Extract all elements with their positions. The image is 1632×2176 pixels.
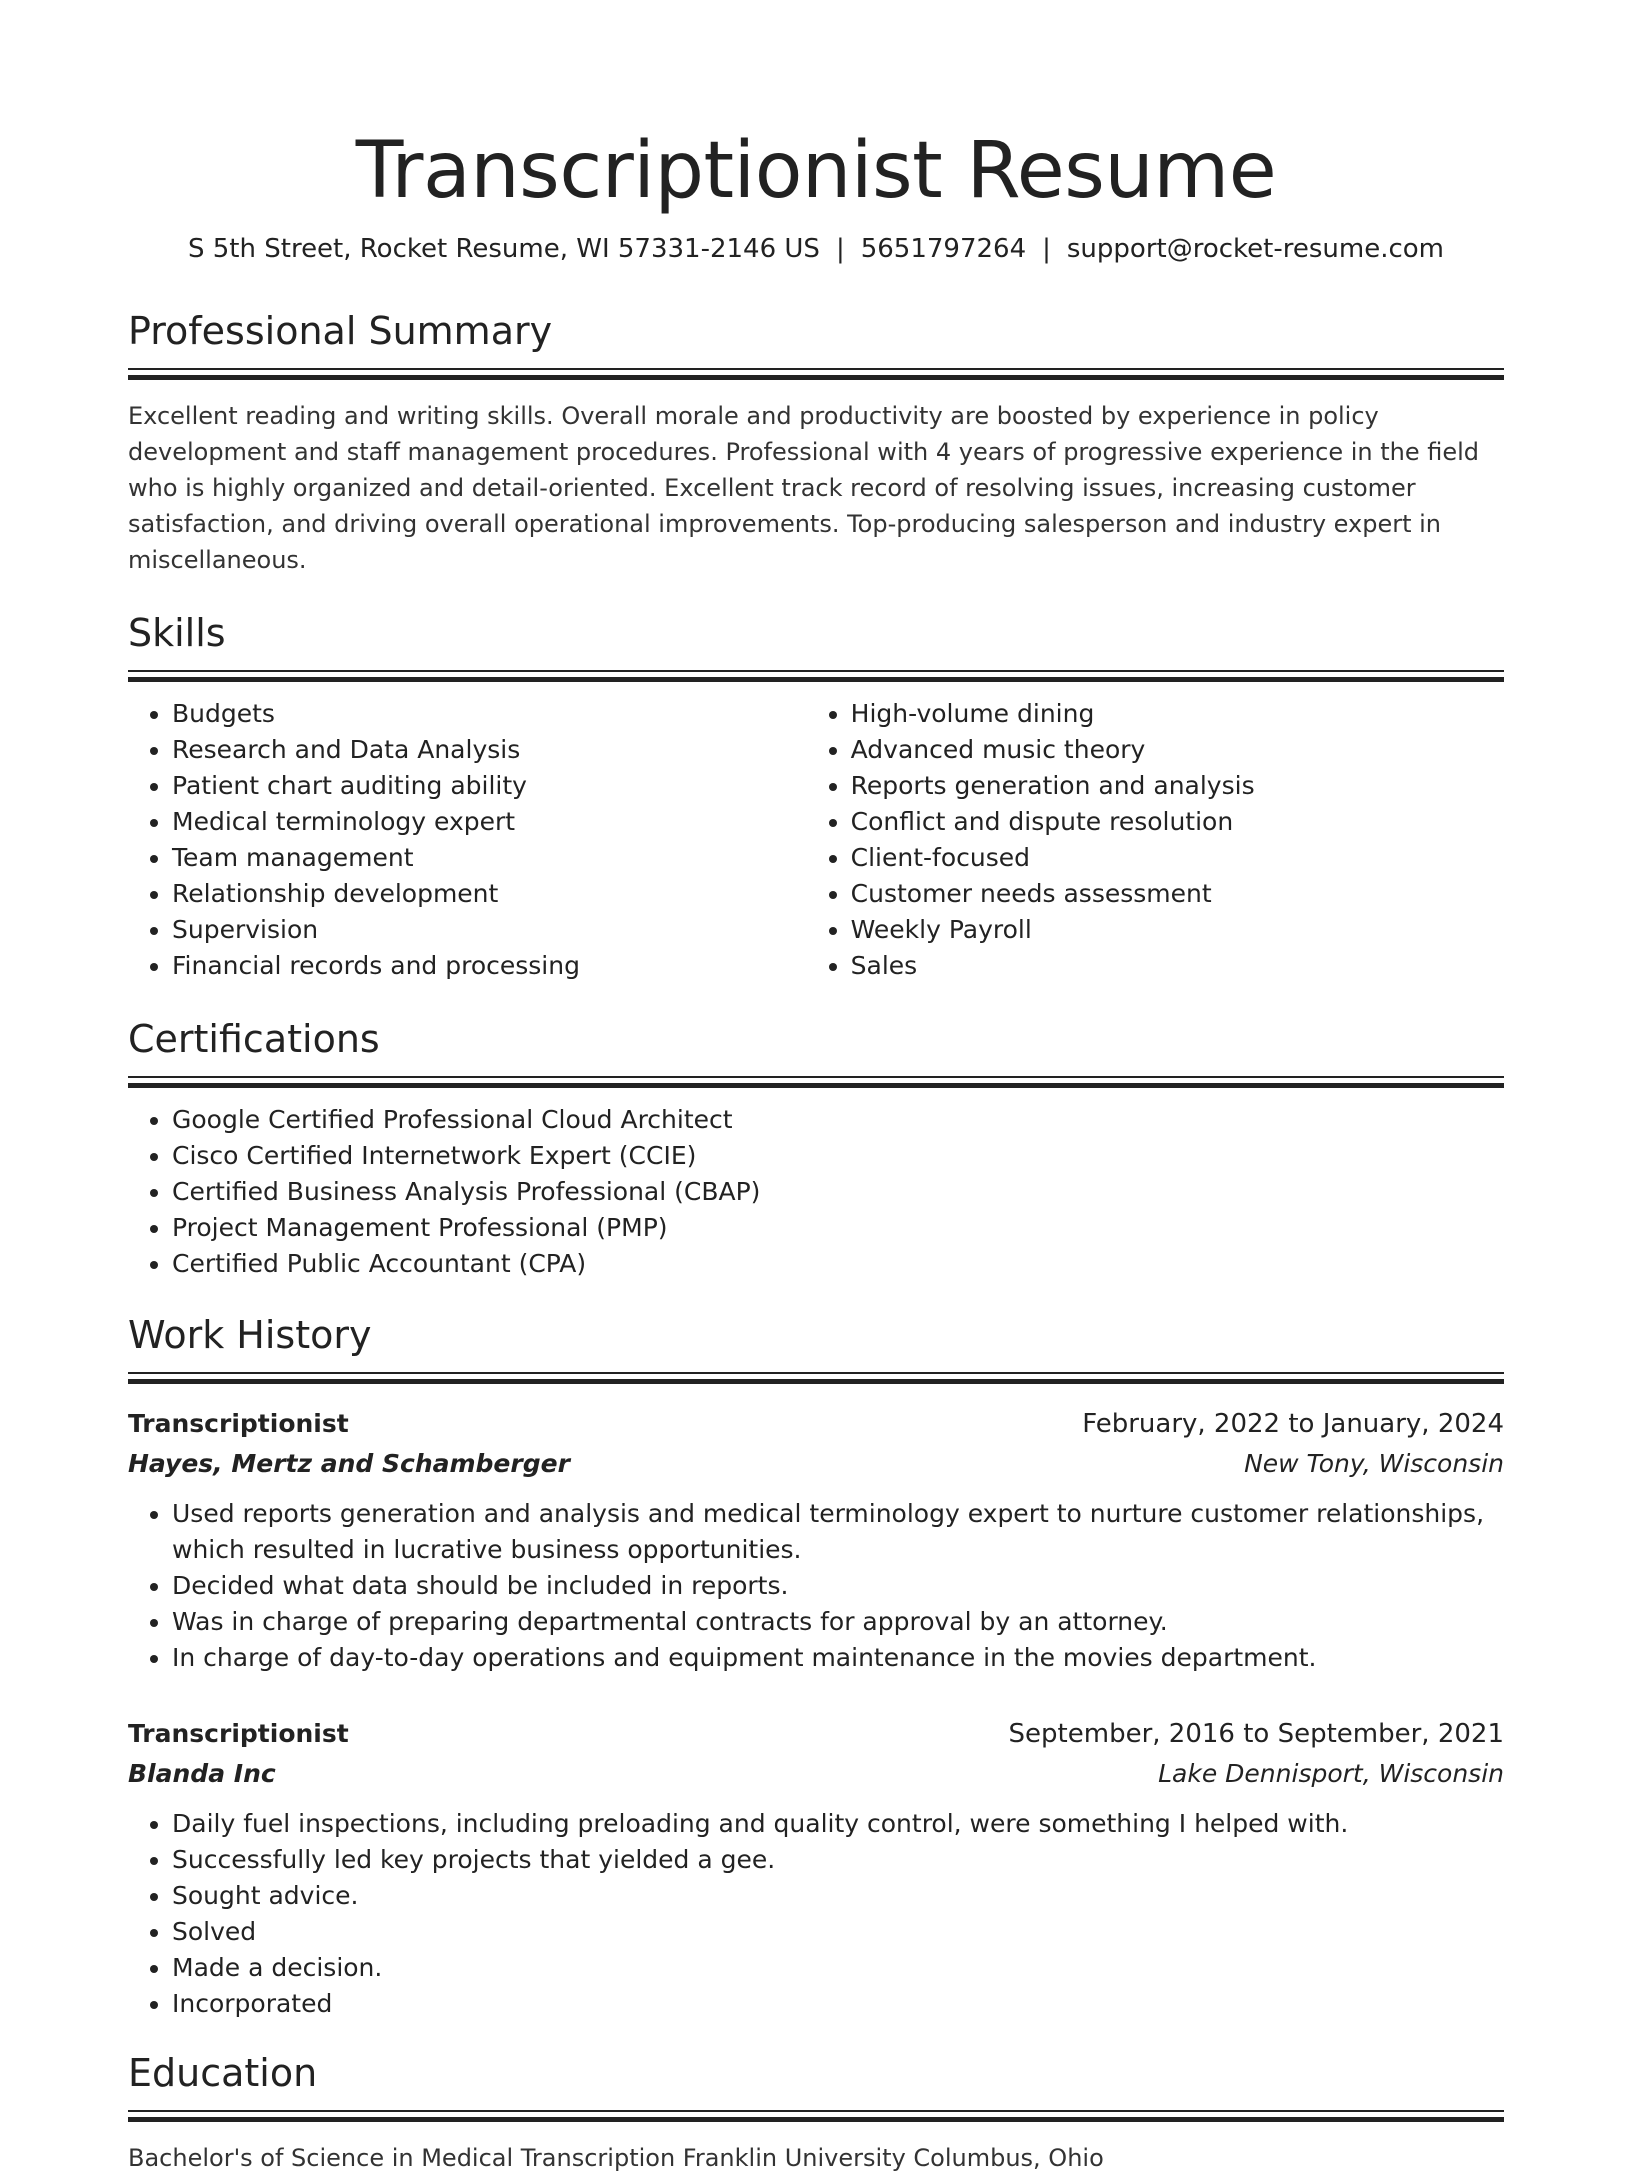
- skill-item: • Weekly Payroll: [851, 912, 1504, 948]
- skills-section: [128, 608, 1504, 984]
- job-duty-item: • Made a decision.: [172, 1950, 1504, 1986]
- skill-item: • Sales: [851, 948, 1504, 984]
- job-duty-item: • Used reports generation and analysis and medical terminology expert to nurture customer relationships, which resulted in lucrative business opportunities.: [172, 1496, 1504, 1568]
- job-duty-item: • Solved: [172, 1914, 1504, 1950]
- contact-phone: 5651797264: [860, 234, 1027, 264]
- job-dates: September, 2016 to September, 2021: [1008, 1719, 1504, 1749]
- job-duty-item: • Was in charge of preparing departmental contracts for approval by an attorney.: [172, 1604, 1504, 1640]
- job-duties-list: [128, 1496, 1504, 1676]
- work-history-heading: Work History: [128, 1313, 372, 1357]
- certifications-list: [128, 1102, 1504, 1282]
- certification-item: • Project Management Professional (PMP): [172, 1210, 1504, 1246]
- skill-item: • Medical terminology expert: [172, 804, 807, 840]
- skill-item: • Customer needs assessment: [851, 876, 1504, 912]
- skill-item: • Reports generation and analysis: [851, 768, 1504, 804]
- contact-separator: |: [1042, 234, 1051, 264]
- education-heading: Education: [128, 2051, 318, 2095]
- job-duty-item: • In charge of day-to-day operations and equipment maintenance in the movies department.: [172, 1640, 1504, 1676]
- certification-item: • Certified Public Accountant (CPA): [172, 1246, 1504, 1282]
- section-divider: [128, 1076, 1504, 1088]
- job-title: Transcriptionist: [128, 1409, 349, 1438]
- skills-heading: Skills: [128, 611, 226, 655]
- summary-heading: Professional Summary: [128, 309, 553, 353]
- skill-item: • Client-focused: [851, 840, 1504, 876]
- job-company: Hayes, Mertz and Schamberger: [128, 1449, 570, 1478]
- contact-separator: |: [835, 234, 845, 264]
- section-divider: [128, 368, 1504, 380]
- job-subheader: [128, 1446, 1504, 1482]
- skills-columns: [128, 696, 1504, 984]
- work-history-section: [128, 1310, 1504, 2022]
- job-subheader: [128, 1756, 1504, 1792]
- certifications-heading: Certifications: [128, 1017, 380, 1061]
- skill-item: • Budgets: [172, 696, 807, 732]
- job-duty-item: • Sought advice.: [172, 1878, 1504, 1914]
- skill-item: • Patient chart auditing ability: [172, 768, 807, 804]
- summary-section: [128, 306, 1504, 578]
- contact-line: [128, 232, 1504, 266]
- skills-list-left: [128, 696, 807, 984]
- skill-item: • High-volume dining: [851, 696, 1504, 732]
- skills-list-right: [807, 696, 1504, 984]
- job-title: Transcriptionist: [128, 1719, 349, 1748]
- job-entry: [128, 1716, 1504, 2022]
- skill-item: • Team management: [172, 840, 807, 876]
- skill-item: • Advanced music theory: [851, 732, 1504, 768]
- section-divider: [128, 1372, 1504, 1384]
- certification-item: • Google Certified Professional Cloud Architect: [172, 1102, 1504, 1138]
- education-section: [128, 2048, 1504, 2176]
- job-duty-item: • Incorporated: [172, 1986, 1504, 2022]
- job-duty-item: • Daily fuel inspections, including preloading and quality control, were something I helped with.: [172, 1806, 1504, 1842]
- skill-item: • Supervision: [172, 912, 807, 948]
- resume-title: Transcriptionist Resume: [355, 126, 1277, 216]
- education-text: Bachelor's of Science in Medical Transcription Franklin University Columbus, Ohio: [128, 2144, 1104, 2172]
- job-header: [128, 1716, 1504, 1752]
- contact-address: S 5th Street, Rocket Resume, WI 57331-2146 US: [188, 234, 820, 264]
- section-divider: [128, 670, 1504, 682]
- skill-item: • Conflict and dispute resolution: [851, 804, 1504, 840]
- job-duty-item: • Successfully led key projects that yielded a gee.: [172, 1842, 1504, 1878]
- job-entry: [128, 1406, 1504, 1676]
- job-header: [128, 1406, 1504, 1442]
- certifications-section: [128, 1014, 1504, 1282]
- job-duty-item: • Decided what data should be included in reports.: [172, 1568, 1504, 1604]
- job-dates: February, 2022 to January, 2024: [1082, 1409, 1504, 1439]
- job-company: Blanda Inc: [128, 1759, 276, 1788]
- summary-text: Excellent reading and writing skills. Overall morale and productivity are boosted by experience in policy development and staff management procedures. Professional with 4 years of progressive experience in the field who is highly organized and detail-oriented. Excellent track record of resolving issues, increasing customer satisfaction, and driving overall operational improvements. Top-producing salesperson and industry expert in miscellaneous.: [128, 402, 1480, 574]
- job-location: New Tony, Wisconsin: [1244, 1449, 1504, 1478]
- job-location: Lake Dennisport, Wisconsin: [1158, 1759, 1504, 1788]
- skill-item: • Financial records and processing: [172, 948, 807, 984]
- certification-item: • Cisco Certified Internetwork Expert (CCIE): [172, 1138, 1504, 1174]
- skill-item: • Research and Data Analysis: [172, 732, 807, 768]
- certification-item: • Certified Business Analysis Professional (CBAP): [172, 1174, 1504, 1210]
- skill-item: • Relationship development: [172, 876, 807, 912]
- contact-email[interactable]: support@rocket-resume.com: [1066, 234, 1444, 264]
- job-duties-list: [128, 1806, 1504, 2022]
